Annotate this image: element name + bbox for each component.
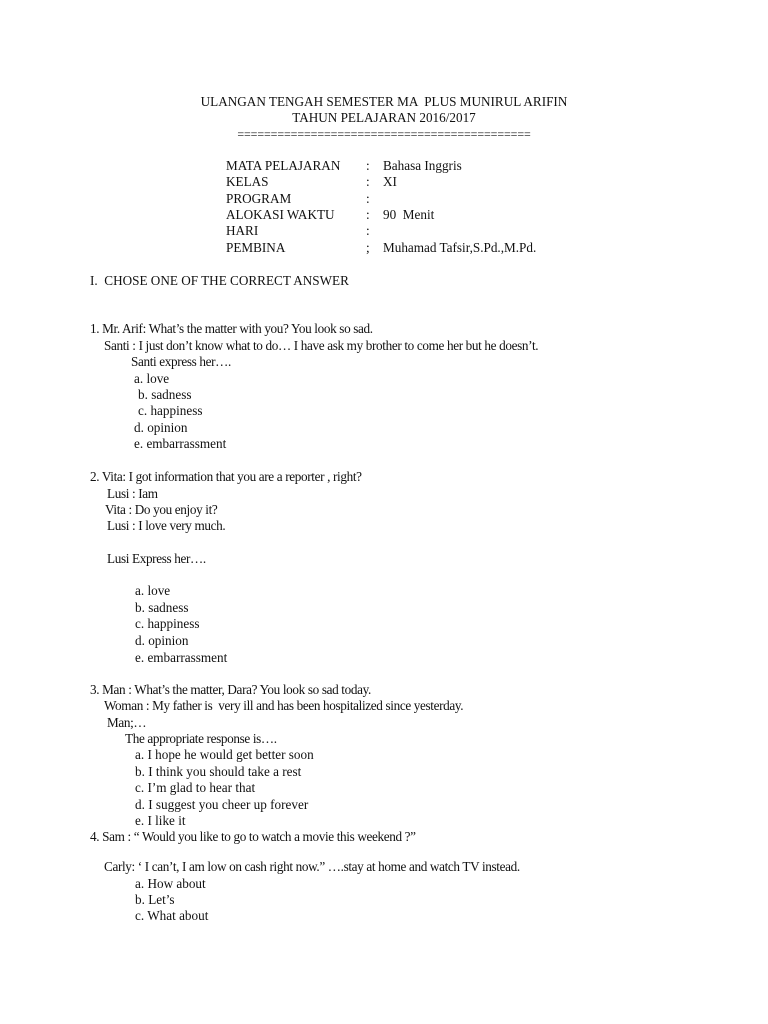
answer-option: e. embarrassment xyxy=(135,650,228,665)
question-line: 4. Sam : “ Would you like to go to watch a movie this weekend ?” xyxy=(90,829,416,844)
question-line: Woman : My father is very ill and has been hospitalized since yesterday. xyxy=(104,698,464,713)
question-prompt: Santi express her…. xyxy=(131,354,231,369)
answer-option: c. happiness xyxy=(135,616,200,631)
question-line: 3. Man : What’s the matter, Dara? You look so sad today. xyxy=(90,682,371,697)
answer-option: e. I like it xyxy=(135,813,186,828)
info-separator: ; xyxy=(366,240,370,255)
answer-option: a. love xyxy=(135,583,171,598)
question-prompt: The appropriate response is…. xyxy=(125,731,277,746)
answer-option: a. love xyxy=(134,371,170,386)
question-line: Man;… xyxy=(107,715,147,730)
info-separator: : xyxy=(366,191,370,206)
question-line: Carly: ‘ I can’t, I am low on cash right now.” ….stay at home and watch TV instead. xyxy=(104,859,520,874)
question-line: 2. Vita: I got information that you are a reporter , right? xyxy=(90,469,362,484)
info-value: Bahasa Inggris xyxy=(383,158,462,173)
info-separator: : xyxy=(366,174,370,189)
info-value: Muhamad Tafsir,S.Pd.,M.Pd. xyxy=(383,240,537,255)
answer-option: c. happiness xyxy=(138,403,203,418)
answer-option: b. Let’s xyxy=(135,892,175,907)
question-line: Lusi : I love very much. xyxy=(107,518,226,533)
answer-option: d. opinion xyxy=(135,633,189,648)
answer-option: e. embarrassment xyxy=(134,436,227,451)
info-label: PROGRAM xyxy=(226,191,292,206)
answer-option: c. I’m glad to hear that xyxy=(135,780,256,795)
question-line: Vita : Do you enjoy it? xyxy=(105,502,218,517)
answer-option: a. How about xyxy=(135,876,206,891)
exam-title: ULANGAN TENGAH SEMESTER MA PLUS MUNIRUL ARIFIN xyxy=(200,94,568,109)
question-prompt: Lusi Express her…. xyxy=(107,551,206,566)
info-value: XI xyxy=(383,174,397,189)
question-line: Lusi : Iam xyxy=(107,486,158,501)
answer-option: b. sadness xyxy=(135,600,189,615)
question-line: Santi : I just don’t know what to do… I have ask my brother to come her but he doesn’t. xyxy=(104,338,539,353)
info-label: KELAS xyxy=(226,174,269,189)
info-label: MATA PELAJARAN xyxy=(226,158,341,173)
academic-year: TAHUN PELAJARAN 2016/2017 xyxy=(292,110,476,125)
answer-option: d. opinion xyxy=(134,420,188,435)
info-label: PEMBINA xyxy=(226,240,286,255)
info-label: HARI xyxy=(226,223,259,238)
info-separator: : xyxy=(366,158,370,173)
answer-option: b. sadness xyxy=(138,387,192,402)
info-label: ALOKASI WAKTU xyxy=(226,207,335,222)
answer-option: a. I hope he would get better soon xyxy=(135,747,314,762)
answer-option: d. I suggest you cheer up forever xyxy=(135,797,309,812)
answer-option: b. I think you should take a rest xyxy=(135,764,302,779)
info-separator: : xyxy=(366,223,370,238)
answer-option: c. What about xyxy=(135,908,209,923)
question-line: 1. Mr. Arif: What’s the matter with you? You look so sad. xyxy=(90,321,373,336)
section-heading: I. CHOSE ONE OF THE CORRECT ANSWER xyxy=(90,273,349,288)
info-value: 90 Menit xyxy=(383,207,435,222)
header-divider: ============================================ xyxy=(237,127,531,141)
info-separator: : xyxy=(366,207,370,222)
